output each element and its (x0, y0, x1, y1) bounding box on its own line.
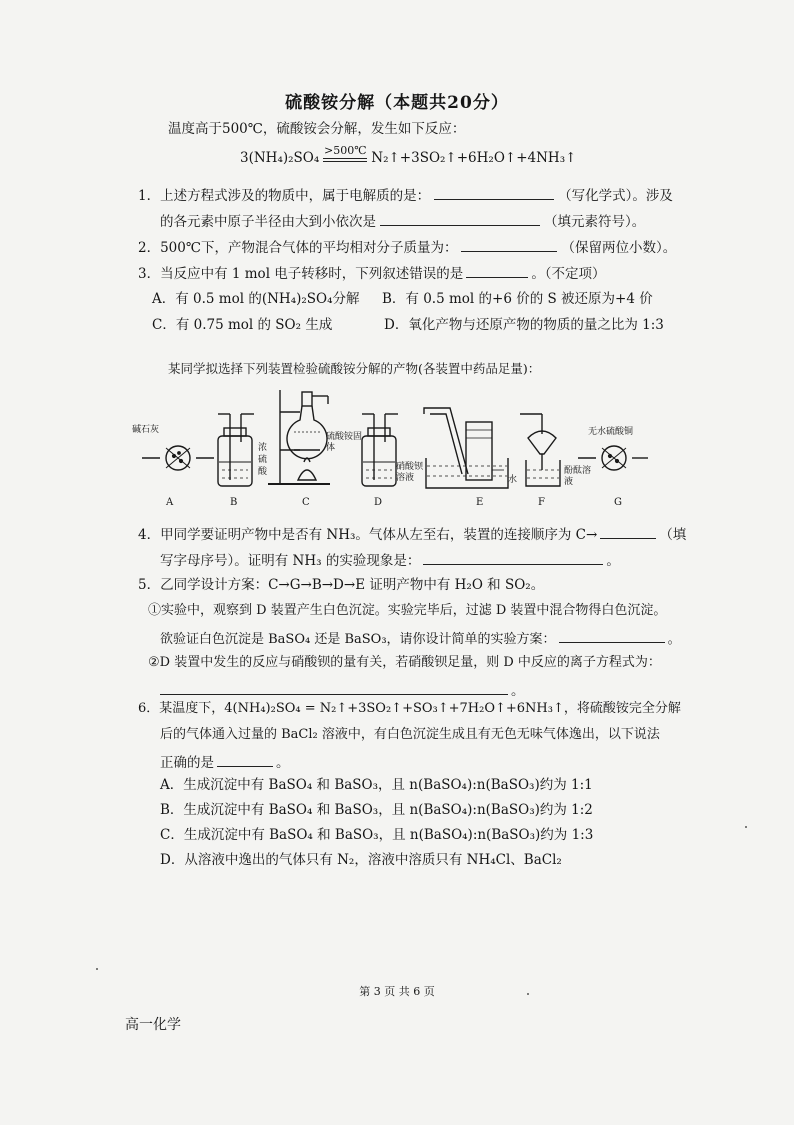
label-soda-lime: 碱石灰 (132, 425, 160, 435)
apparatus-c-heating-flask (268, 390, 330, 484)
scan-speck (527, 993, 529, 995)
letter-b: B (230, 497, 238, 508)
q3-option-c: C．有 0.75 mol 的 SO₂ 生成 (152, 317, 333, 333)
page-footer: 第 3 页 共 6 页 (359, 985, 435, 998)
q1-blank-radius[interactable] (380, 211, 540, 226)
q6-blank[interactable] (217, 752, 273, 767)
q5-blank-method[interactable] (559, 628, 665, 643)
apparatus-b-wash-bottle (218, 414, 254, 486)
q3-option-d: D．氧化产物与还原产物的物质的量之比为 1:3 (384, 317, 664, 333)
q5-part2: ②D 装置中发生的反应与硝酸钡的量有关，若硝酸钡足量，则 D 中反应的离子方程式为： (148, 655, 661, 670)
apparatus-a-drying-tube (142, 446, 214, 470)
q6-line1: 6．某温度下，4(NH₄)₂SO₄ = N₂↑+3SO₂↑+SO₃↑+7H₂O↑+6NH₃↑，将硫酸铵完全分解 (138, 701, 681, 716)
scan-speck (745, 826, 747, 828)
q1-line1: 1．上述方程式涉及的物质中，属于电解质的是： （写化学式）。涉及 (138, 185, 673, 205)
label-ammonium-sulfate: 硫酸铵固体 (326, 432, 363, 453)
apparatus-drawing (130, 384, 650, 514)
q6-option-a: A．生成沉淀中有 BaSO₄ 和 BaSO₃，且 n(BaSO₄):n(BaSO₃)约为 1:1 (160, 777, 593, 793)
letter-d: D (374, 497, 383, 508)
q5-stem: 5．乙同学设计方案：C→G→B→D→E 证明产物中有 H₂O 和 SO₂。 (138, 577, 545, 593)
q4-line2: 写字母序号）。证明有 NH₃ 的实验现象是： 。 (160, 550, 620, 570)
letter-f: F (538, 497, 545, 508)
apparatus-figure (130, 384, 650, 514)
scan-speck (96, 968, 98, 970)
apparatus-f-funnel-beaker (520, 414, 560, 486)
letter-g: G (614, 497, 622, 508)
q5-part1b: 欲验证白色沉淀是 BaSO₄ 还是 BaSO₃，请你设计简单的实验方案： 。 (160, 628, 681, 649)
q2-blank[interactable] (461, 237, 557, 252)
lab-intro: 某同学拟选择下列装置检验硫酸铵分解的产物(各装置中药品足量)： (168, 361, 541, 376)
q1-blank-electrolyte[interactable] (434, 185, 554, 200)
q6-option-c: C．生成沉淀中有 BaSO₄ 和 BaSO₃，且 n(BaSO₄):n(BaSO₃)约为 1:3 (160, 827, 594, 843)
section-title: 硫酸铵分解（本题共20分） (285, 93, 509, 113)
q2-line: 2．500℃下，产物混合气体的平均相对分子质量为： （保留两位小数）。 (138, 237, 676, 257)
q3-blank[interactable] (466, 263, 528, 278)
apparatus-d-wash-bottle (362, 414, 398, 486)
q3-option-b: B．有 0.5 mol 的+6 价的 S 被还原为+4 价 (382, 291, 653, 307)
q4-line1: 4．甲同学要证明产物中是否有 NH₃。气体从左至右，装置的连接顺序为 C→ （填 (138, 524, 686, 544)
letter-a: A (166, 497, 174, 508)
letter-c: C (302, 497, 310, 508)
label-conc-sulfuric: 浓硫酸 (258, 443, 268, 477)
label-water: 水 (508, 475, 518, 485)
q6-option-b: B．生成沉淀中有 BaSO₄ 和 BaSO₃，且 n(BaSO₄):n(BaSO₃)约为 1:2 (160, 802, 593, 818)
equation-left: 3(NH₄)₂SO₄ (240, 150, 320, 166)
q5-part2-answer: 。 (160, 680, 525, 700)
subject-label: 高一化学 (125, 1017, 181, 1033)
q6-line3: 正确的是 。 (160, 752, 290, 772)
q1-line2: 的各元素中原子半径由大到小依次是 （填元素符号）。 (160, 211, 645, 231)
q3-option-a: A．有 0.5 mol 的(NH₄)₂SO₄分解 (152, 291, 360, 307)
q4-blank-order[interactable] (600, 524, 656, 539)
equation-condition: >500℃ (323, 152, 367, 165)
label-barium-nitrate: 硝酸钡溶液 (396, 462, 424, 483)
q5-part1: ①实验中，观察到 D 装置产生白色沉淀。实验完毕后，过滤 D 装置中混合物得白色沉淀。 (148, 603, 667, 618)
reaction-equation (240, 144, 577, 166)
intro-text: 温度高于500℃，硫酸铵会分解，发生如下反应： (168, 121, 466, 137)
letter-e: E (476, 497, 484, 508)
q6-option-d: D．从溶液中逸出的气体只有 N₂，溶液中溶质只有 NH₄Cl、BaCl₂ (160, 852, 562, 868)
q6-line2: 后的气体通入过量的 BaCl₂ 溶液中，有白色沉淀生成且有无色无味气体逸出，以下说法 (160, 727, 660, 742)
equation-right: N₂↑+3SO₂↑+6H₂O↑+4NH₃↑ (371, 150, 577, 166)
q3-stem: 3．当反应中有 1 mol 电子转移时，下列叙述错误的是 。（不定项） (138, 263, 606, 283)
label-anhydrous-cuso4: 无水硫酸铜 (588, 427, 634, 437)
q4-blank-phenomenon[interactable] (423, 550, 603, 565)
q5-blank-ionic-equation[interactable] (160, 680, 508, 695)
apparatus-e-water-trough (424, 408, 508, 488)
label-phenolphthalein: 酚酞溶液 (564, 466, 592, 487)
